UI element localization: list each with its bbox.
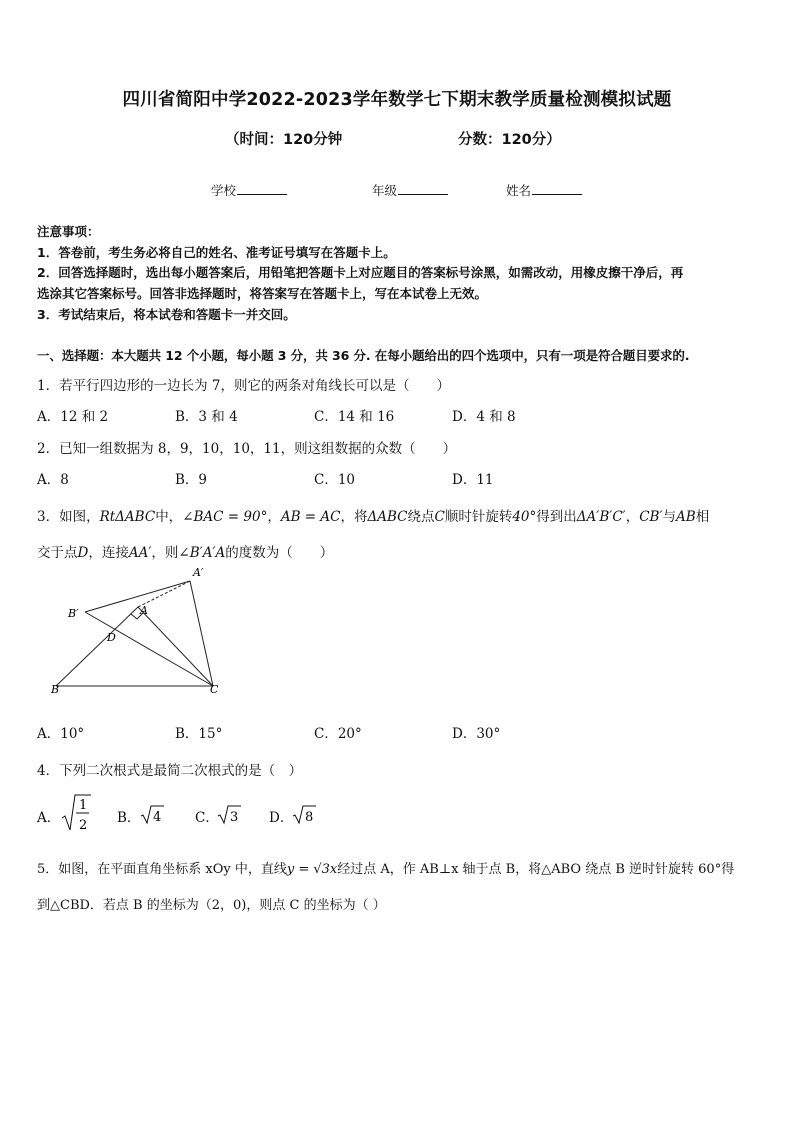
radicand: 3 (230, 810, 239, 825)
section-heading: 一、选择题：本大题共 12 个小题，每小题 3 分，共 36 分. 在每小题给出的四个选项中，只有一项是符合题目要求的. (37, 348, 690, 363)
q3-text: ， (267, 509, 281, 525)
note-item-1: 1．答卷前，考生务必将自己的姓名、准考证号填写在答题卡上。 (37, 245, 396, 260)
q4-option-b-label: B． (117, 810, 141, 826)
label-a: A (140, 604, 148, 617)
name-blank (532, 182, 582, 195)
notes-heading: 注意事项： (37, 224, 100, 239)
fraction-denominator: 2 (79, 818, 88, 833)
q5-text: 5．如图，在平面直角坐标系 xOy 中，直线 (37, 862, 287, 877)
q3-text: 的度数为（ ） (225, 545, 334, 561)
q2-option-c: C．10 (314, 472, 356, 488)
grade-blank (398, 182, 448, 195)
q4-option-d-label: D． (269, 810, 294, 826)
q1-option-a: A．12 和 2 (37, 409, 109, 425)
name-field (506, 181, 582, 199)
question-3-line-1 (37, 505, 709, 525)
grade-field (372, 181, 448, 199)
school-field (211, 181, 287, 199)
segment-b1c (85, 612, 213, 686)
exam-time: （时间：120分钟 (225, 132, 343, 148)
q3-text: ，则 (151, 545, 179, 561)
segment-a1c (190, 581, 213, 686)
question-1: 1．若平行四边形的一边长为 7，则它的两条对角线长可以是（ ） (37, 378, 450, 394)
radicand: 8 (305, 810, 314, 825)
q3-math: ΔABC (367, 509, 408, 525)
segment-ac (138, 607, 213, 686)
q5-text: 经过点 A，作 AB⊥x 轴于点 B，将△ABO 绕点 B 逆时针旋转 60°得 (337, 862, 735, 877)
q2-option-a: A．8 (37, 472, 69, 488)
q3-text: 顺时针旋转 (444, 509, 513, 525)
fraction-numerator: 1 (79, 798, 88, 813)
question-5-line-1 (37, 858, 734, 877)
q2-option-b: B．9 (175, 472, 208, 488)
q3-text: ，将 (340, 509, 368, 525)
q3-text: ， (625, 509, 640, 525)
q3-text: 3．如图， (37, 509, 100, 525)
q3-math: AA′ (128, 545, 152, 561)
q3-option-b: B．15° (175, 726, 223, 742)
q3-option-d: D．30° (452, 726, 501, 742)
school-label: 学校 (211, 183, 237, 198)
label-b-prime: B′ (68, 607, 79, 620)
q5-math: y = √3x (286, 862, 338, 877)
question-2: 2．已知一组数据为 8，9，10，10，11，则这组数据的众数（ ） (37, 441, 457, 457)
label-c: C (210, 683, 219, 696)
q4-option-b-sqrt (140, 803, 166, 825)
q1-option-d: D．4 和 8 (452, 409, 516, 425)
q3-text: 与 (662, 509, 677, 525)
page-title: 四川省简阳中学2022-2023学年数学七下期末教学质量检测模拟试题 (122, 90, 672, 110)
q4-option-c-label: C． (195, 810, 219, 826)
q3-option-c: C．20° (314, 726, 362, 742)
name-label: 姓名 (506, 183, 532, 198)
label-b: B (51, 683, 60, 696)
q3-math: AB (676, 509, 696, 525)
q3-text: ，连接 (88, 545, 129, 561)
q3-text: 绕点 (407, 509, 435, 525)
q1-option-c: C．14 和 16 (314, 409, 395, 425)
q3-math: ΔA′B′C′ (576, 509, 626, 525)
q3-math: AB = AC (280, 509, 341, 525)
q1-option-b: B．3 和 4 (175, 409, 238, 425)
label-a-prime: A′ (193, 566, 204, 579)
note-item-2b: 选涂其它答案标号。回答非选择题时，将答案写在答题卡上，写在本试卷上无效。 (37, 286, 488, 301)
exam-score: 分数：120分） (458, 132, 561, 148)
q3-math: C (434, 509, 445, 525)
q3-math: ∠BAC = 90° (182, 509, 268, 525)
question-3-line-2 (37, 541, 333, 561)
label-d: D (107, 631, 116, 644)
school-blank (237, 182, 287, 195)
radicand: 4 (153, 810, 162, 825)
q4-option-d-sqrt (292, 803, 318, 825)
question-5-line-2: 到△CBD．若点 B 的坐标为（2，0)，则点 C 的坐标为（ ） (37, 898, 386, 913)
q3-option-a: A．10° (37, 726, 85, 742)
note-item-2a: 2．回答选择题时，选出每小题答案后，用铅笔把答题卡上对应题目的答案标号涂黑，如需改动，用橡皮擦干净后，再 (37, 265, 684, 280)
q3-text: 相 (695, 509, 710, 525)
note-item-3: 3．考试结束后，将本试卷和答题卡一并交回。 (37, 307, 296, 322)
q3-text: 得到出 (536, 509, 577, 525)
q3-triangle-figure (40, 562, 240, 702)
q3-math: CB′ (639, 509, 663, 525)
q3-math: D (77, 545, 89, 561)
q4-option-a-sqrt (60, 792, 92, 834)
q3-math: 40° (512, 509, 537, 525)
q3-text: 交于点 (37, 545, 78, 561)
q4-option-a-label: A． (37, 810, 61, 826)
q3-text: 中， (155, 509, 183, 525)
q3-math: RtΔABC (99, 509, 156, 525)
q3-math: ∠B′A′A (178, 545, 226, 561)
question-4: 4．下列二次根式是最简二次根式的是（ ） (37, 763, 303, 779)
grade-label: 年级 (372, 183, 398, 198)
q2-option-d: D．11 (452, 472, 494, 488)
q4-option-c-sqrt (217, 803, 243, 825)
